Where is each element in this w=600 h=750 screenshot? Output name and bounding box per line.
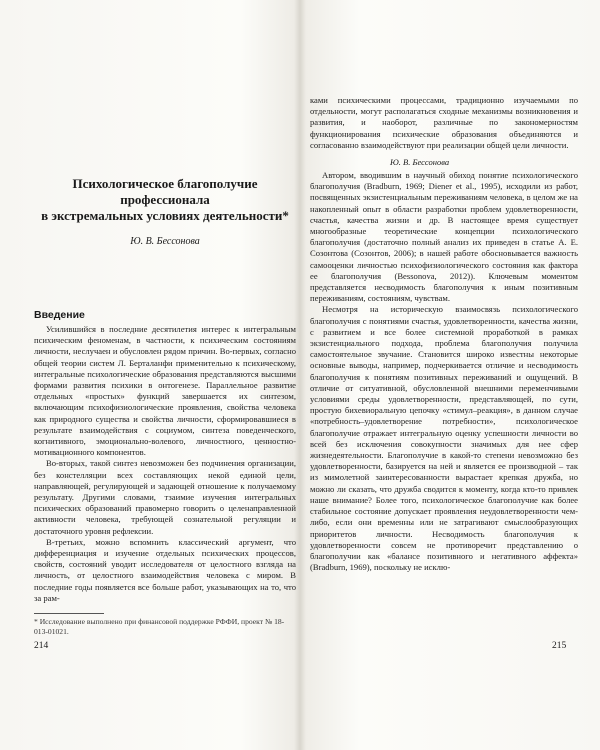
paragraph: Усилившийся в последние десятилетия интерес к интегральным психическим феноменам, в частности, к психическим состояниям личности, неслучаен и обусловлен рядом причин. Во-первых, согласно общей теории систем Л. Берталанфи применительно к психическому, интегральные психологические образования представляются высшими формами развития психики в онтогенезе. Параллельное развитие отдельных «простых» функций завершается их синтезом, включающим психофизиологические проявления, свойства человека как природного существа и свойства личности, сформировавшиеся в результате взаимодействия с социумом, синтеза поведенческого, когнитивного, эмоционально-волевого, личностного, ценностно-мотивационного компонентов. <box>34 324 296 458</box>
running-head: Ю. В. Бессонова <box>390 157 450 167</box>
right-body-text <box>310 170 578 573</box>
article-title <box>40 176 290 224</box>
paragraph: Автором, вводившим в научный обиход понятие психологического благополучия (Bradburn, 1969; Diener et al., 1995), исходили из работ, посвященных экзистенциальным переживаниям человека, в целом же на накопленный опыт в области разработки проблем удовлетворенности, счастья, качества жизни и др. В настоящее время существует многообразные теоретические концепции психологического благополучия (достаточно полный анализ их приведен в статье А. Е. Созонтова (Созонтов, 2006); в нашей работе обосновывается важность самооценки личностью психофизиологического состояния как фактора ее благополучия (Bessonova, 2012)). Ключевым моментом представляется несводимость благополучия к иным позитивным переживаниям, состояниям, чувствам. <box>310 170 578 304</box>
paragraph: Во-вторых, такой синтез невозможен без подчинения организации, без констелляции всех составляющих некой единой цели, направляющей, регулирующей и задающей отношение к получаемому результату. Другими словами, тзаимие изучения интегральных психических образований правомерно говорить о целенаправленной активности человека, требующей сознательной регуляции и достаточного уровня рефлексии. <box>34 458 296 536</box>
title-line: профессионала <box>120 192 210 207</box>
right-page <box>300 0 600 750</box>
left-body-text <box>34 324 296 604</box>
section-heading: Введение <box>34 309 85 321</box>
title-line: в экстремальных условиях деятельности* <box>41 208 289 223</box>
paragraph: В-третьих, можно вспомнить классический аргумент, что дифференциация и изучение отдельных психических процессов, свойств, состояний уводит исследователя от целостного взгляда на личность, от целостного взаимодействия человека с миром. В последние годы появляется все больше работ, указывающих на то, что за рам- <box>34 536 296 603</box>
page-number: 215 <box>552 641 567 651</box>
page-number: 214 <box>34 641 49 651</box>
title-line: Психологическое благополучие <box>72 176 258 191</box>
footnote: * Исследование выполнено при финансовой поддержке РФФИ, проект № 18-013-01021. <box>34 617 285 636</box>
paragraph: ками психическими процессами, традиционно изучаемыми по отдельности, могут располагаться сходные механизмы возникновения и развития, и наоборот, различные по закономерностям функционирования психические образования объединяются и согласованно взаимодействуют при реализации общей цели личности. <box>310 95 578 150</box>
paragraph: Несмотря на историческую взаимосвязь психологического благополучия с понятиями счастья, удовлетворенности, качества жизни, с развитием и все более системной проработкой в рамках экзистенциального подхода, проблема благополучия получила самостоятельное звучание. Становится широко известны некоторые основные выводы, например, подчеркивается отличие и несводимость благополучия к понятиям позитивных переживаний и ощущений. В отличие от ситуативной, обусловленной внешними переменчивыми условиями среды удовлетворенности, представляющей, по сути, простую бихевиоральную цепочку «стимул–реакция», в данном случае «потребность–удовлетворение потребности», психологическое благополучие отражает интегральную оценку успешности личности во всей без исключения совокупности значимых для нее сфер жизнедеятельности. Благополучие в какой-то степени невозможно без удовлетворенности, базируется на ней и является ее производной – так из мимолетной заинтересованности вырастает крепкая дружба, но можно ли сказать, что дружба сводится к моменту, когда кто-то привлек наше внимание? Более того, психологическое благополучие как более стабильное состояние допускает проявления неудовлетворенности чем-либо, если они временны или не затрагивают смыслообразующих приоритетов личности. Несводимость благополучия к удовлетворенности совсем не противоречит представлению о благополучии как «балансе позитивного и негативного аффекта» (Bradburn, 1969), поскольку не исклю- <box>310 304 578 573</box>
right-top-text <box>310 95 578 151</box>
footnote-divider <box>34 613 104 614</box>
author-name: Ю. В. Бессонова <box>130 236 200 247</box>
